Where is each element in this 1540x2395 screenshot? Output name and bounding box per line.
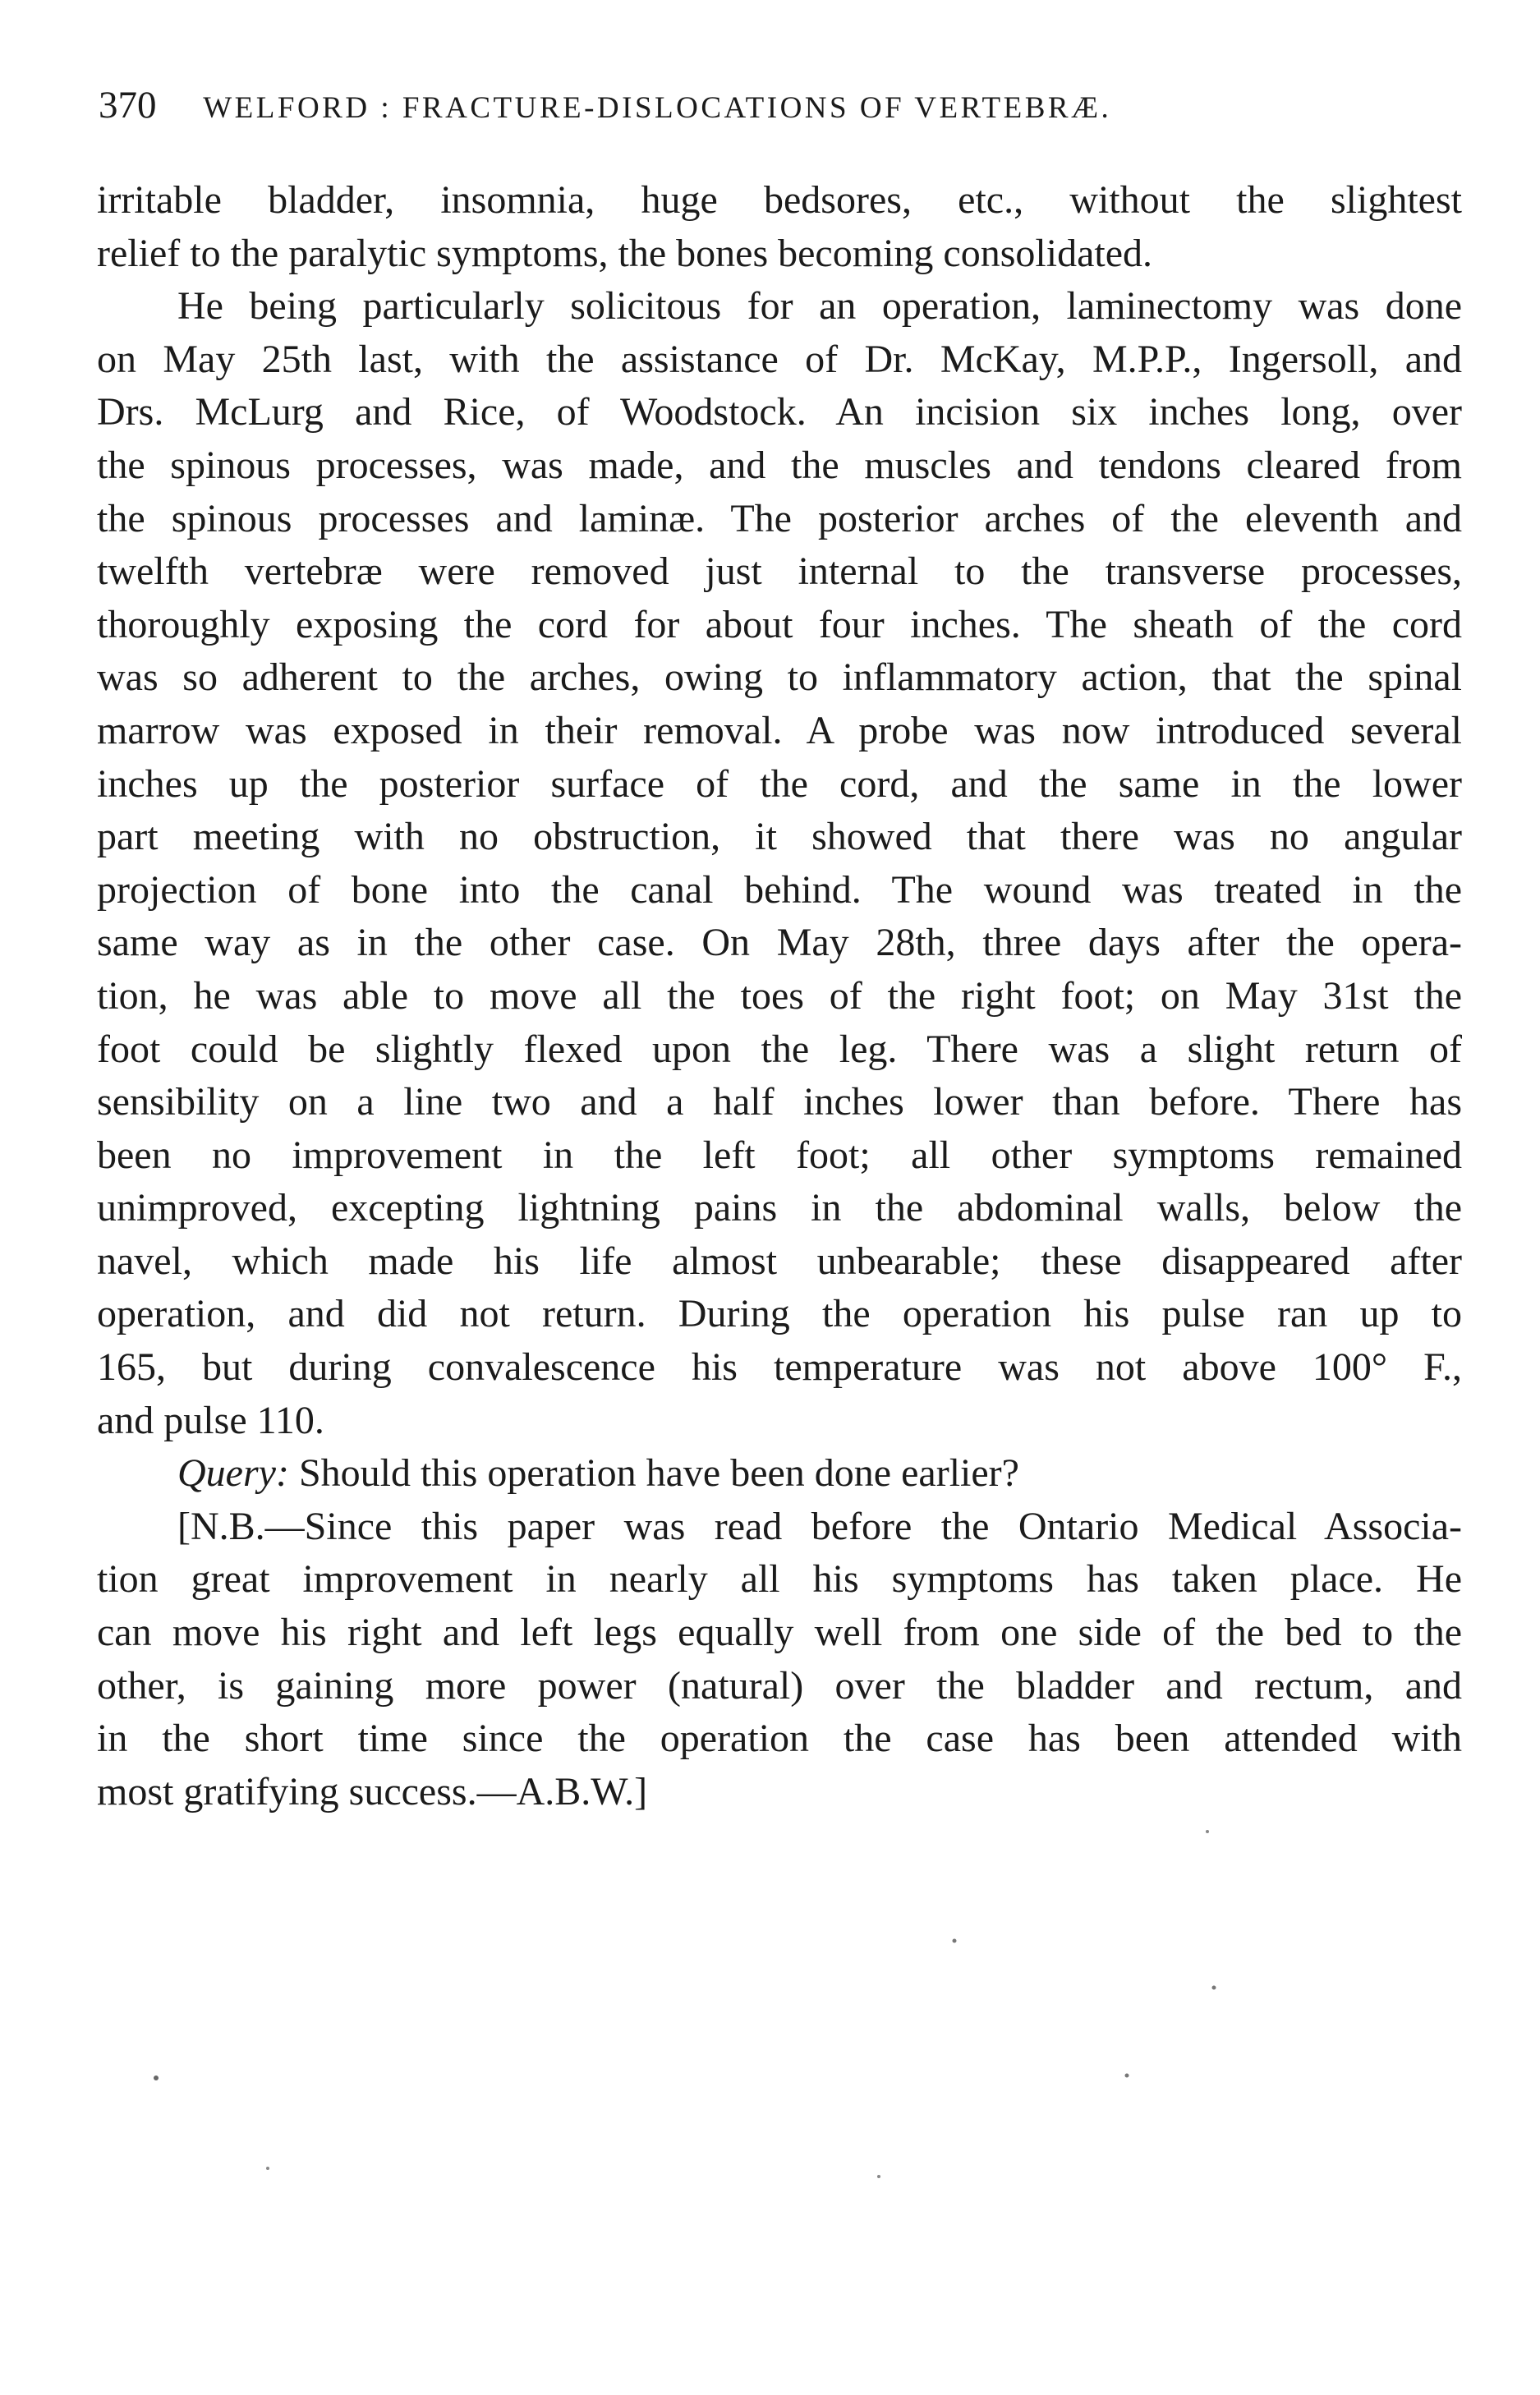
text-line: the spinous processes and laminæ. The posterior arches of the eleventh and — [97, 496, 1462, 540]
text-line: foot could be slightly flexed upon the leg. There was a slight return of — [97, 1027, 1462, 1071]
text-line: can move his right and left legs equally well from one side of the bed to the — [97, 1611, 1462, 1655]
text-line: [N.B.—Since this paper was read before the Ontario Medical Associa- — [177, 1504, 1462, 1548]
text-line: unimproved, excepting lightning pains in the abdominal walls, below the — [97, 1186, 1462, 1230]
text-line: thoroughly exposing the cord for about four inches. The sheath of the cord — [97, 602, 1462, 646]
speck — [1212, 1986, 1216, 1990]
text-line: part meeting with no obstruction, it showed that there was no angular — [97, 815, 1462, 859]
text-line: been no improvement in the left foot; all other symptoms remained — [97, 1133, 1462, 1177]
text-line: most gratifying success.—A.B.W.] — [97, 1769, 648, 1813]
text-line: He being particularly solicitous for an operation, laminectomy was done — [177, 284, 1462, 329]
page-header — [99, 80, 1380, 130]
speck — [154, 2076, 159, 2080]
query-label: Query: — [177, 1451, 289, 1496]
text-line: and pulse 110. — [97, 1398, 324, 1442]
text-line: marrow was exposed in their removal. A probe was now introduced several — [97, 708, 1462, 752]
running-head: WELFORD : FRACTURE-DISLOCATIONS OF VERTEBRÆ. — [203, 91, 1112, 125]
text-line: relief to the paralytic symptoms, the bones becoming consolidated. — [97, 231, 1153, 275]
text-line: sensibility on a line two and a half inches lower than before. There has — [97, 1080, 1462, 1124]
query-line — [97, 1447, 1462, 1501]
article-body — [97, 174, 1462, 1818]
text-line: in the short time since the operation the case has been attended with — [97, 1717, 1462, 1761]
text-line: twelfth vertebræ were removed just internal to the transverse processes, — [97, 549, 1462, 594]
speck — [953, 1939, 957, 1943]
speck — [266, 2167, 269, 2170]
text-line: irritable bladder, insomnia, huge bedsores, etc., without the slightest — [97, 178, 1462, 222]
text-line: the spinous processes, was made, and the muscles and tendons cleared from — [97, 443, 1462, 487]
page-number: 370 — [99, 84, 157, 126]
speck — [1125, 2074, 1129, 2078]
text-line: on May 25th last, with the assistance of Dr. McKay, M.P.P., Ingersoll, and — [97, 337, 1462, 381]
text-line: Drs. McLurg and Rice, of Woodstock. An incision six inches long, over — [97, 390, 1462, 434]
text-line: same way as in the other case. On May 28th, three days after the opera- — [97, 921, 1462, 965]
speck — [877, 2175, 880, 2178]
text-line: was so adherent to the arches, owing to inflammatory action, that the spinal — [97, 655, 1462, 700]
text-line: projection of bone into the canal behind. The wound was treated in the — [97, 867, 1462, 912]
text-line: inches up the posterior surface of the cord, and the same in the lower — [97, 761, 1462, 806]
text-line: operation, and did not return. During the operation his pulse ran up to — [97, 1292, 1462, 1336]
text-line: tion great improvement in nearly all his symptoms has taken place. He — [97, 1557, 1462, 1602]
query-text: Should this operation have been done earlier? — [298, 1451, 1019, 1496]
text-line: tion, he was able to move all the toes of the right foot; on May 31st the — [97, 973, 1462, 1018]
text-line: 165, but during convalescence his temperature was not above 100° F., — [97, 1345, 1462, 1390]
text-line: other, is gaining more power (natural) over the bladder and rectum, and — [97, 1663, 1462, 1708]
text-line: navel, which made his life almost unbearable; these disappeared after — [97, 1239, 1462, 1283]
speck — [1206, 1830, 1209, 1833]
